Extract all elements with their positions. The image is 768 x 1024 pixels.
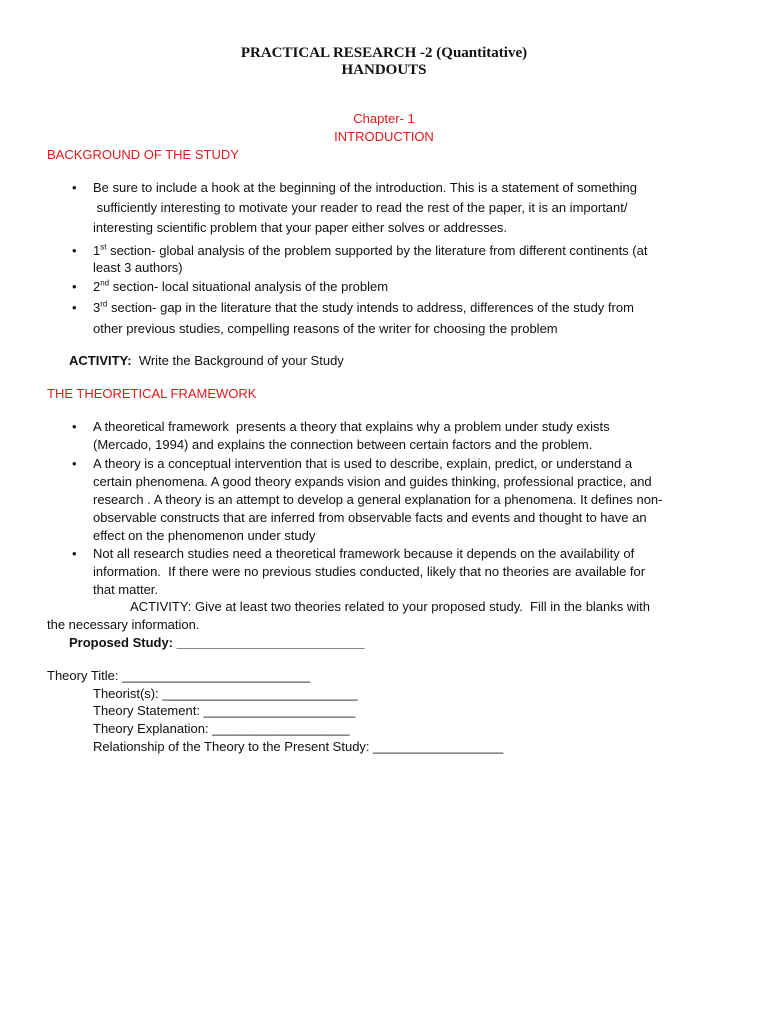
section-heading-framework: THE THEORETICAL FRAMEWORK bbox=[47, 386, 257, 401]
bullet-line: certain phenomena. A good theory expands vision and guides thinking, professional practice, and bbox=[93, 474, 652, 489]
theory-statement-field: Theory Statement: _____________________ bbox=[93, 703, 356, 718]
ordinal-suffix: st bbox=[100, 242, 107, 252]
theory-title-field: Theory Title: __________________________ bbox=[47, 668, 311, 683]
background-activity bbox=[69, 352, 344, 370]
bullet-line: research . A theory is an attempt to develop a general explanation for a phenomena. It defines non- bbox=[93, 492, 663, 507]
ordinal-suffix: rd bbox=[100, 299, 108, 309]
bullet-line: A theory is a conceptual intervention that is used to describe, explain, predict, or understand a bbox=[93, 456, 633, 471]
bullet-glyph: • bbox=[72, 419, 77, 434]
theorists-field: Theorist(s): ___________________________ bbox=[93, 686, 358, 701]
ordinal-number: 2 bbox=[93, 279, 101, 294]
activity-label: ACTIVITY: bbox=[69, 353, 132, 368]
relationship-field: Relationship of the Theory to the Present Study: __________________ bbox=[93, 739, 504, 754]
bullet-line: least 3 authors) bbox=[93, 260, 183, 275]
bullet-line: interesting scientific problem that your paper either solves or addresses. bbox=[93, 220, 508, 235]
bullet-glyph: • bbox=[72, 279, 77, 294]
bullet-line: effect on the phenomenon under study bbox=[93, 528, 316, 543]
proposed-study-field: Proposed Study: __________________________ bbox=[69, 635, 365, 650]
bullet-glyph: • bbox=[72, 456, 77, 471]
bullet-line bbox=[93, 299, 733, 317]
bullet-glyph: • bbox=[72, 300, 77, 315]
framework-activity-line2: the necessary information. bbox=[47, 617, 200, 632]
bullet-glyph: • bbox=[72, 243, 77, 258]
chapter-number: Chapter- 1 bbox=[353, 111, 415, 126]
bullet-line: (Mercado, 1994) and explains the connection between certain factors and the problem. bbox=[93, 437, 593, 452]
ordinal-suffix: nd bbox=[100, 278, 110, 288]
bullet-line: Not all research studies need a theoretical framework because it depends on the availability of bbox=[93, 546, 635, 561]
bullet-line: A theoretical framework presents a theory that explains why a problem under study exists bbox=[93, 419, 610, 434]
bullet-line: information. If there were no previous studies conducted, likely that no theories are available for bbox=[93, 564, 646, 579]
theory-explanation-field: Theory Explanation: ___________________ bbox=[93, 721, 350, 736]
bullet-line: sufficiently interesting to motivate your reader to read the rest of the paper, it is an important/ bbox=[93, 200, 628, 215]
bullet-line: that matter. bbox=[93, 582, 159, 597]
bullet-text: section- local situational analysis of the problem bbox=[109, 279, 389, 294]
bullet-text: section- global analysis of the problem supported by the literature from different continents (at bbox=[106, 243, 648, 258]
bullet-line bbox=[93, 278, 733, 296]
activity-text: Write the Background of your Study bbox=[131, 353, 344, 368]
bullet-line: Be sure to include a hook at the beginning of the introduction. This is a statement of something bbox=[93, 180, 637, 195]
doc-title-line2: HANDOUTS bbox=[341, 62, 427, 78]
bullet-line: other previous studies, compelling reasons of the writer for choosing the problem bbox=[93, 321, 558, 336]
chapter-name: INTRODUCTION bbox=[334, 129, 434, 144]
ordinal-number: 1 bbox=[93, 243, 101, 258]
bullet-line bbox=[93, 242, 733, 260]
section-heading-background: BACKGROUND OF THE STUDY bbox=[47, 147, 239, 162]
bullet-text: section- gap in the literature that the study intends to address, differences of the study from bbox=[107, 300, 634, 315]
bullet-glyph: • bbox=[72, 546, 77, 561]
bullet-line: observable constructs that are inferred from observable facts and events and thought to have an bbox=[93, 510, 647, 525]
bullet-glyph: • bbox=[72, 180, 77, 195]
framework-activity-line1: ACTIVITY: Give at least two theories related to your proposed study. Fill in the blanks with bbox=[130, 599, 650, 614]
doc-title-line1: PRACTICAL RESEARCH -2 (Quantitative) bbox=[240, 45, 528, 61]
ordinal-number: 3 bbox=[93, 300, 101, 315]
